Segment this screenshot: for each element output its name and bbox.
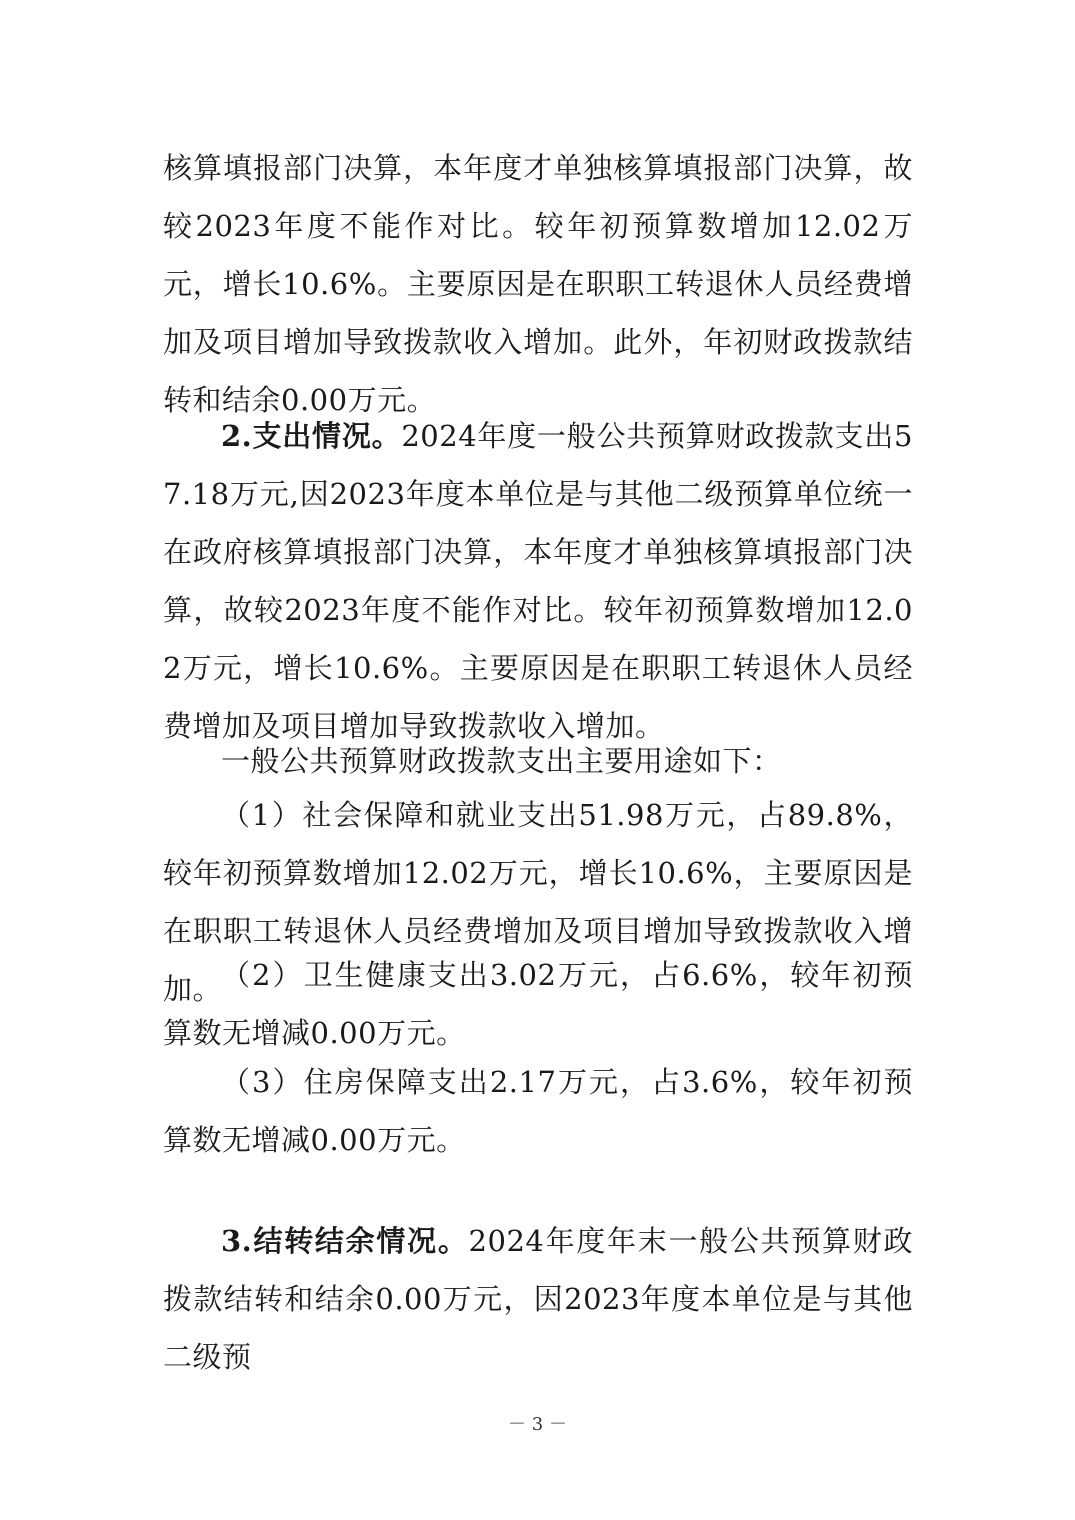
paragraph-4: （1）社会保障和就业支出51.98万元，占89.8%，较年初预算数增加12.02万元，增长10.6%，主要原因是在职职工转退休人员经费增加及项目增加导致拨款收入增加。 xyxy=(163,798,913,1006)
paragraph-1: 核算填报部门决算，本年度才单独核算填报部门决算，故较2023年度不能作对比。较年初预算数增加12.02万元，增长10.6%。主要原因是在职职工转退休人员经费增加及项目增加导致拨款收入增加。此外，年初财政拨款结转和结余0.00万元。 xyxy=(163,151,913,417)
page-number: － 3 － xyxy=(508,1414,567,1435)
paragraph-3: 一般公共预算财政拨款支出主要用途如下： xyxy=(221,744,782,778)
paragraph-7 xyxy=(163,1212,913,1386)
paragraph-2-body: 2024年度一般公共预算财政拨款支出57.18万元,因2023年度本单位是与其他二级预算单位统一在政府核算填报部门决算，本年度才单独核算填报部门决算，故较2023年度不能作对比。较年初预算数增加12.02万元，增长10.6%。主要原因是在职职工转退休人员经费增加及项目增加导致拨款收入增加。 xyxy=(163,419,913,743)
paragraph-6: （3）住房保障支出2.17万元，占3.6%，较年初预算数无增减0.00万元。 xyxy=(163,1065,913,1157)
paragraph-2 xyxy=(163,407,913,755)
section-heading-carryover: 3.结转结余情况。 xyxy=(221,1224,469,1258)
section-heading-expenditure: 2.支出情况。 xyxy=(221,419,402,453)
paragraph-5: （2）卫生健康支出3.02万元，占6.6%，较年初预算数无增减0.00万元。 xyxy=(163,958,913,1050)
paragraph-7-body: 2024年度年末一般公共预算财政拨款结转和结余0.00万元，因2023年度本单位是与其他二级预 xyxy=(163,1224,913,1374)
